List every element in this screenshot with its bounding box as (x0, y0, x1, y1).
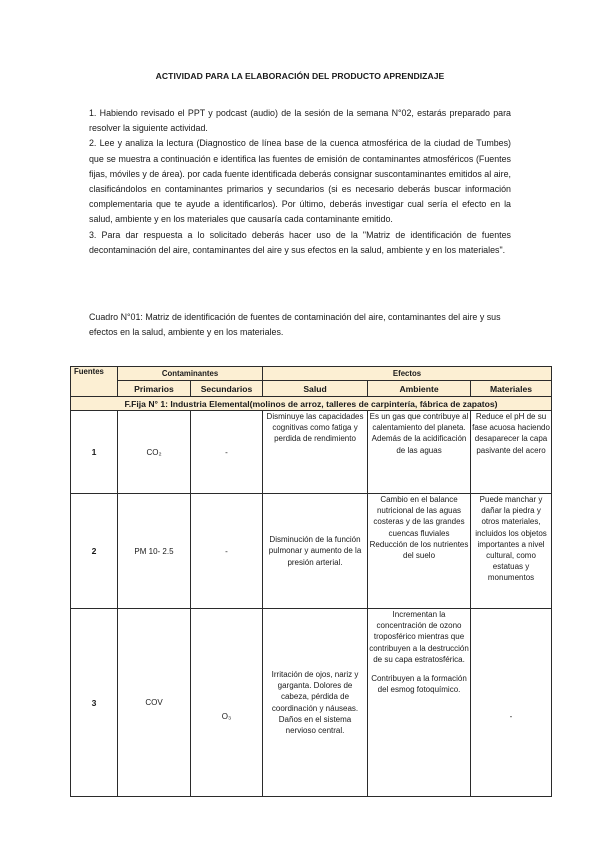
primario-cell: PM 10- 2.5 (118, 494, 191, 609)
primario-cell: COV (118, 609, 191, 797)
fuente-cell: 3 (71, 609, 118, 797)
table-row (71, 609, 552, 797)
header-contaminantes: Contaminantes (118, 367, 263, 381)
spacer (369, 665, 469, 673)
ambiente-cell (368, 609, 471, 797)
materiales-text: Reduce el pH de su fase acuosa haciendo desaparecer la capa pasivante del acero (472, 412, 550, 455)
instruction-2: 2. Lee y analiza la lectura (Diagnostico de línea base de la cuenca atmosférica de la ciudad de Tumbes) que se muestra a continuación e identifica las fuentes de emisión de contaminantes atmosféricos (Fuentes fijas, móviles y de área). por cada fuente identificada deberás consignar suscontaminantes emitidos al aire, clasificándolos en contaminantes primarios y secundarios (si es necesario deberás buscar información complementaria que te ayude a identificarlos). Por último, deberás investigar cual sería el efecto en la salud, ambiente y en los materiales que causaría cada contaminante emitido. (89, 138, 511, 225)
primario-cell: CO₂ (118, 411, 191, 494)
header-materiales: Materiales (471, 381, 552, 397)
materiales-cell: - (471, 609, 552, 797)
salud-cell (263, 494, 368, 609)
table-row (71, 411, 552, 494)
header-secundarios: Secundarios (191, 381, 263, 397)
header-primarios: Primarios (118, 381, 191, 397)
table-caption: Cuadro N°01: Matriz de identificación de fuentes de contaminación del aire, contaminantes del aire y sus efectos en la salud, ambiente y en los materiales. (89, 312, 501, 338)
salud-text: Disminuye las capacidades cognitivas como fatiga y perdida de rendimiento (266, 412, 364, 444)
instructions-block (89, 106, 511, 258)
ambiente-text-2: Contribuyen a la formación del esmog fotoquímico. (371, 674, 467, 695)
group-label: F.Fija N° 1: Industria Elemental(molinos de arroz, talleres de carpintería, fábrica de zapatos) (71, 397, 552, 411)
page-title: ACTIVIDAD PARA LA ELABORACIÓN DEL PRODUCTO APRENDIZAJE (155, 71, 445, 81)
fuente-cell: 2 (71, 494, 118, 609)
table-row (71, 494, 552, 609)
ambiente-text: Cambio en el balance nutricional de las aguas costeras y de las grandes cuencas fluviales Reducción de los nutrientes del suelo (369, 495, 469, 561)
header-row-groups (71, 367, 552, 381)
salud-text: Disminución de la función pulmonar y aumento de la presión arterial. (268, 535, 362, 567)
header-row-columns (71, 381, 552, 397)
materiales-cell (471, 494, 552, 609)
header-salud: Salud (263, 381, 368, 397)
ambiente-text: Es un gas que contribuye al calentamiento del planeta. Además de la acidificación de las aguas (369, 412, 469, 455)
fuente-cell: 1 (71, 411, 118, 494)
group-row (71, 397, 552, 411)
secundario-cell: - (191, 411, 263, 494)
materiales-cell (471, 411, 552, 494)
ambiente-cell (368, 494, 471, 609)
secundario-cell: O₃ (191, 609, 263, 797)
salud-cell (263, 609, 368, 797)
materiales-text: Puede manchar y dañar la piedra y otros materiales, incluidos los objetos importantes a nivel cultural, como estatuas y monumentos (475, 495, 547, 583)
secundario-cell: - (191, 494, 263, 609)
salud-cell (263, 411, 368, 494)
contamination-matrix-table (70, 366, 552, 797)
header-fuentes: Fuentes (71, 367, 118, 397)
ambiente-cell (368, 411, 471, 494)
ambiente-text-1: Incrementan la concentración de ozono troposférico mientras que contribuyen a la destrucción de su capa estratosférica. (369, 610, 469, 664)
salud-text: Irritación de ojos, nariz y garganta. Dolores de cabeza, pérdida de coordinación y náuseas. Daños en el sistema nervioso central. (271, 669, 359, 735)
instruction-3: 3. Para dar respuesta a lo solicitado deberás hacer uso de la "Matriz de identificación de fuentes decontaminación del aire, contaminantes del aire y sus efectos en la salud, ambiente y en los materiales". (89, 229, 511, 255)
instruction-1: 1. Habiendo revisado el PPT y podcast (audio) de la sesión de la semana N°02, estarás preparado para resolver la siguiente actividad. (89, 108, 511, 134)
header-efectos: Efectos (263, 367, 552, 381)
header-ambiente: Ambiente (368, 381, 471, 397)
